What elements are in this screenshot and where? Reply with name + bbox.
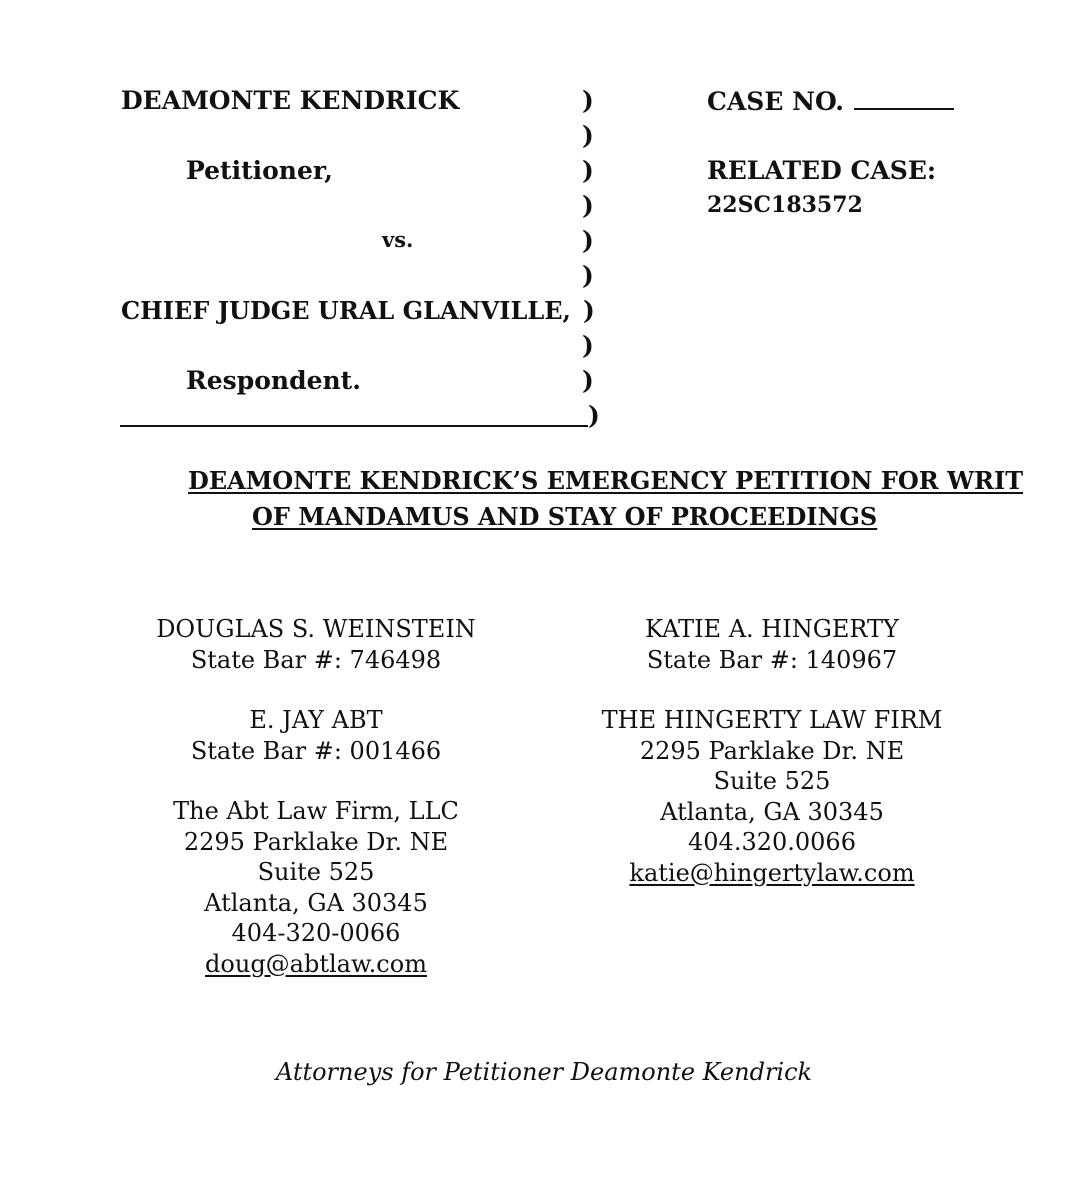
paren: ) [588, 401, 600, 430]
attorney-bar-number: State Bar #: 140967 [646, 645, 898, 674]
attorneys-for-line: Attorneys for Petitioner Deamonte Kendrick [275, 1058, 813, 1086]
paren: ) [583, 296, 595, 325]
city-state-zip: Atlanta, GA 30345 [204, 888, 428, 917]
firm-name: THE HINGERTY LAW FIRM [601, 706, 943, 734]
paren: ) [582, 331, 594, 360]
attorney-name: KATIE A. HINGERTY [645, 615, 899, 643]
attorney-bar-number: State Bar #: 746498 [190, 645, 442, 674]
case-number-field [707, 86, 954, 116]
street-address: 2295 Parklake Dr. NE [183, 827, 449, 856]
firm-name: The Abt Law Firm, LLC [173, 797, 459, 825]
petitioner-role: Petitioner, [186, 156, 333, 185]
suite: Suite 525 [257, 858, 375, 886]
phone: 404-320-0066 [231, 919, 401, 947]
email-link[interactable]: doug@abtlaw.com [205, 949, 427, 978]
case-number-label: CASE NO. [707, 87, 844, 116]
city-state-zip: Atlanta, GA 30345 [660, 797, 884, 826]
suite: Suite 525 [713, 767, 831, 795]
document-title-line2: OF MANDAMUS AND STAY OF PROCEEDINGS [252, 502, 878, 531]
paren: ) [582, 366, 594, 395]
related-case-label: RELATED CASE: [707, 156, 937, 185]
attorney-bar-number: State Bar #: 001466 [190, 736, 442, 765]
attorney-name: DOUGLAS S. WEINSTEIN [156, 615, 476, 643]
paren: ) [582, 86, 594, 115]
document-title-line1: DEAMONTE KENDRICK’S EMERGENCY PETITION FOR WRIT [188, 466, 1024, 495]
caption-underline [120, 425, 588, 427]
paren: ) [582, 121, 594, 150]
paren: ) [582, 261, 594, 290]
attorney-name: E. JAY ABT [249, 706, 383, 734]
paren: ) [582, 156, 594, 185]
email-link[interactable]: katie@hingertylaw.com [629, 858, 915, 887]
street-address: 2295 Parklake Dr. NE [639, 736, 905, 765]
respondent-name: CHIEF JUDGE URAL GLANVILLE, [121, 296, 571, 325]
related-case-number: 22SC183572 [707, 192, 863, 218]
case-number-blank [854, 86, 954, 110]
respondent-role: Respondent. [186, 366, 361, 395]
petitioner-name: DEAMONTE KENDRICK [121, 86, 460, 115]
versus-label: vs. [382, 227, 414, 252]
phone: 404.320.0066 [688, 828, 856, 856]
paren: ) [582, 191, 594, 220]
paren: ) [582, 226, 594, 255]
left-counsel-block [116, 614, 516, 979]
right-counsel-block [572, 614, 972, 888]
